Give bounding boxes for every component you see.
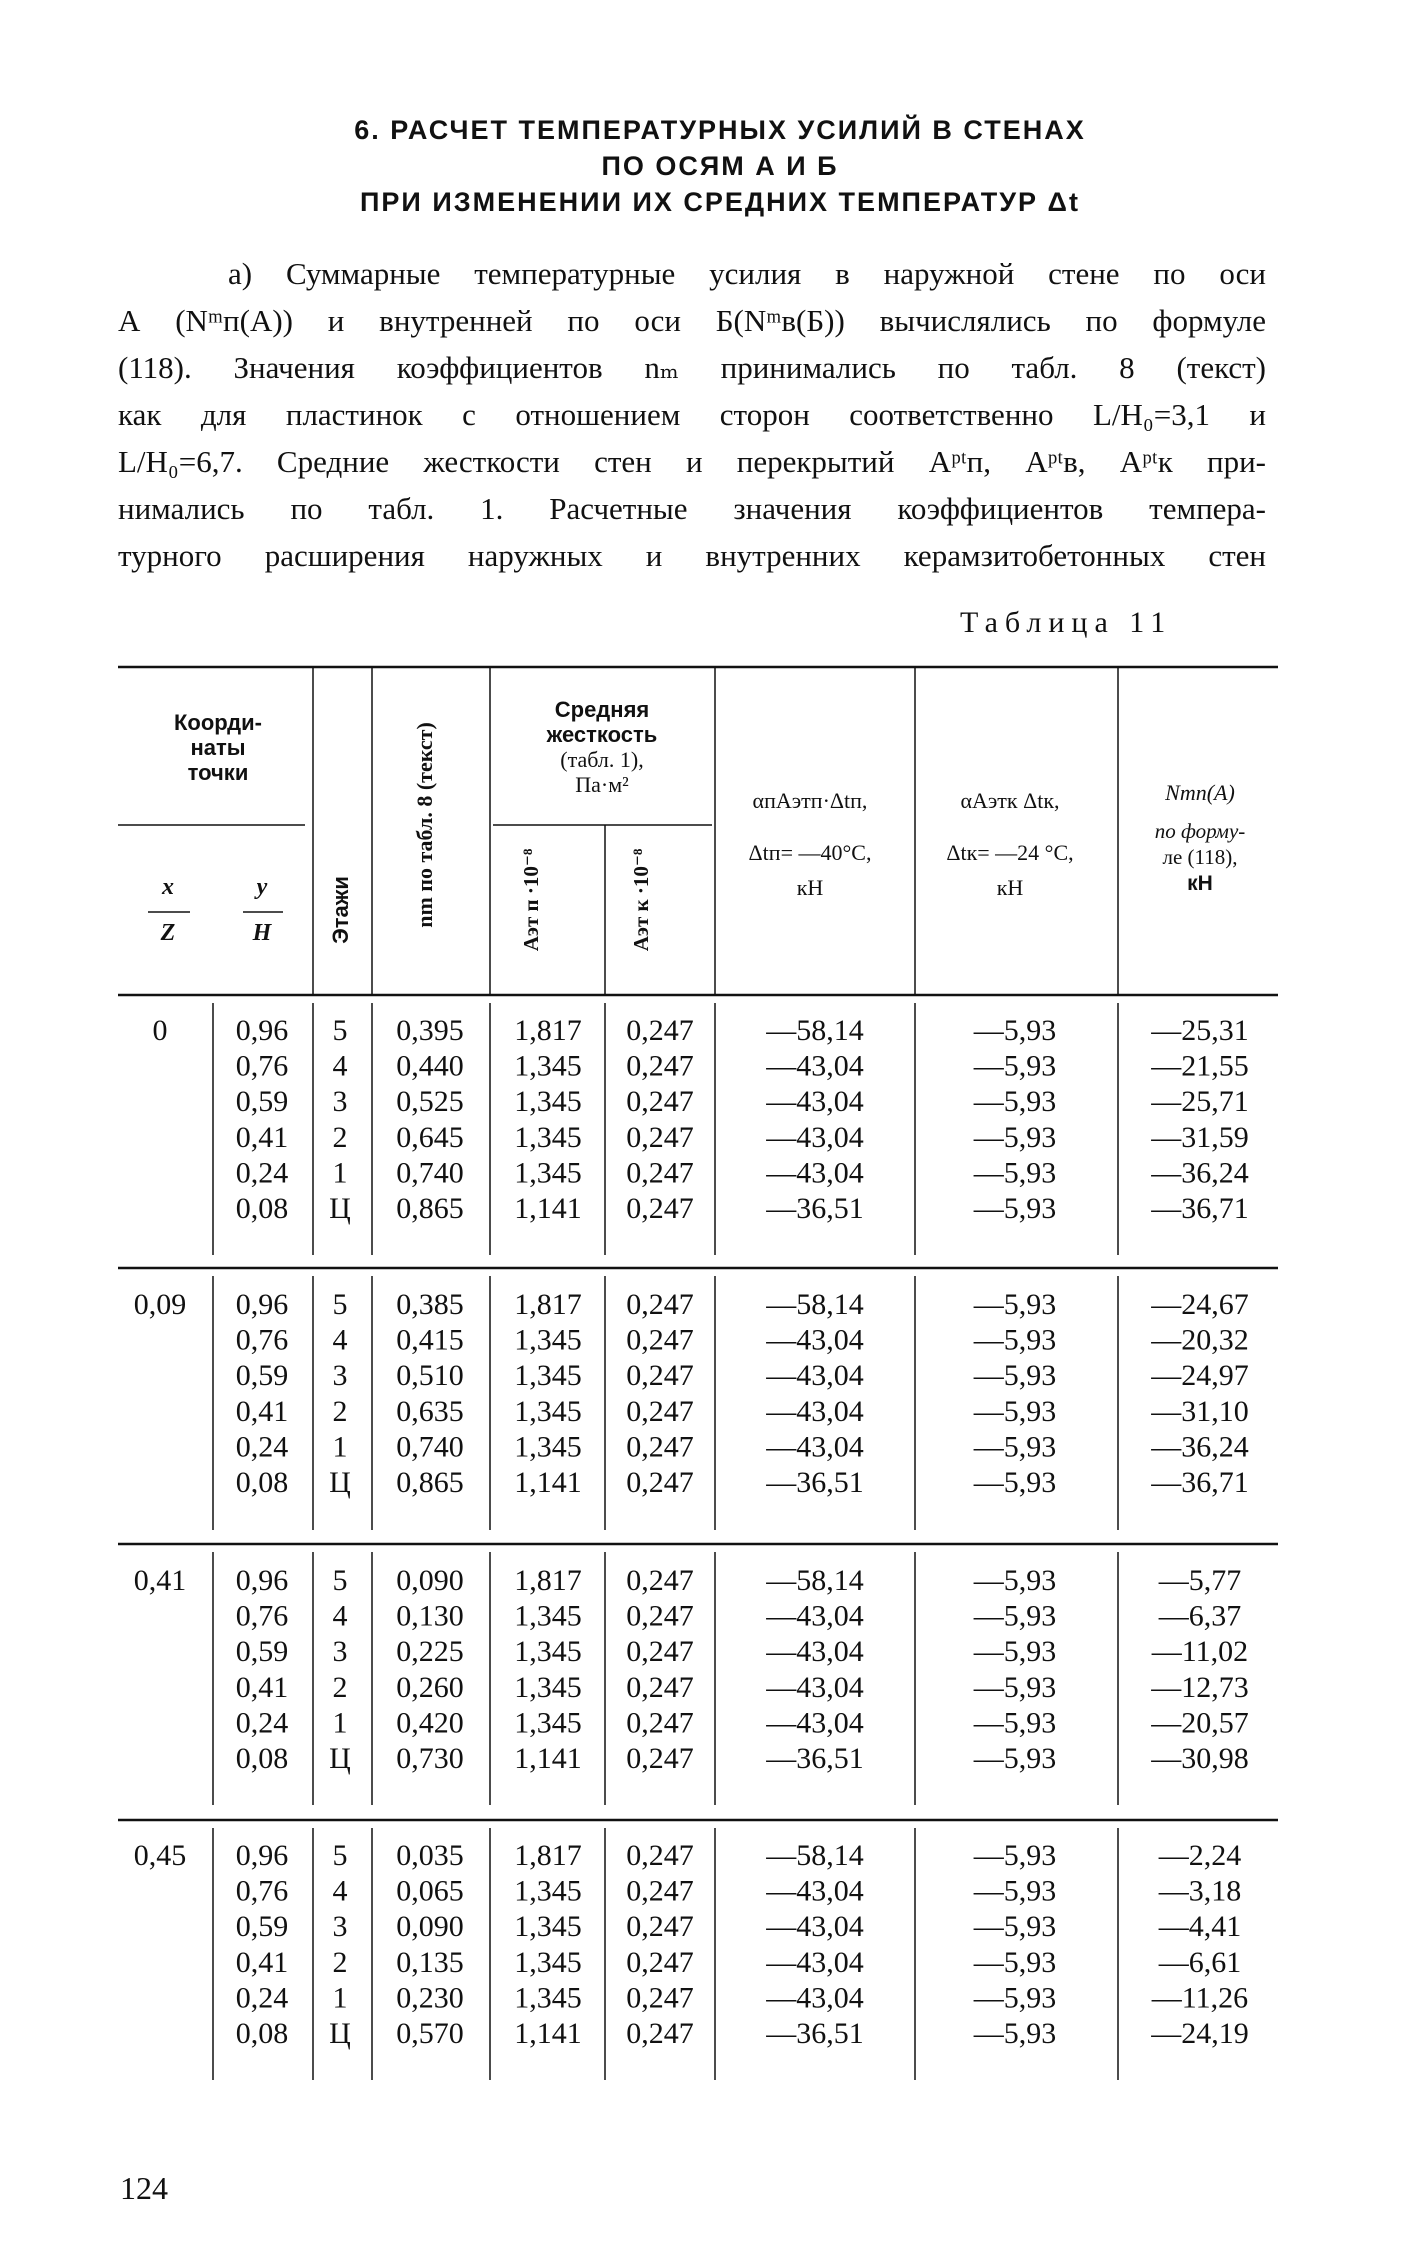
- table-cell: —36,71: [1151, 1192, 1249, 1225]
- table-cell: 0,247: [626, 1599, 694, 1633]
- table-cell: 0,08: [235, 2017, 289, 2050]
- table-cell: 0,247: [626, 1288, 694, 1321]
- table-cell: —4,41: [1158, 1910, 1242, 1944]
- table-cell: —24,97: [1151, 1359, 1249, 1393]
- table-cell: 0,247: [626, 1742, 694, 1775]
- table-cell: 1,345: [514, 1359, 582, 1393]
- table-cell: 1,345: [514, 1706, 582, 1740]
- table-cell: —25,31: [1151, 1014, 1249, 1047]
- table-cell: 1,345: [514, 1156, 582, 1190]
- table-cell: 0,24: [235, 1706, 289, 1740]
- table-cell: 2: [332, 1945, 348, 1979]
- table-cell: —5,93: [973, 1910, 1057, 1944]
- table-cell: Ц: [329, 1466, 351, 1499]
- table-cell: 4: [332, 1323, 348, 1357]
- paragraph-line: а) Суммарные температурные усилия в наружной стене по оси: [228, 256, 1266, 291]
- table-cell: —5,93: [973, 1120, 1057, 1154]
- table-cell: 0,635: [396, 1394, 464, 1428]
- table-cell: —25,71: [1151, 1085, 1249, 1119]
- table-cell: 5: [332, 1564, 348, 1597]
- table-cell: 0,230: [396, 1981, 464, 2015]
- header-stiffness-line1: Средняя: [554, 697, 650, 722]
- table-cell: 0,76: [235, 1599, 289, 1633]
- table-cell: 0,24: [235, 1430, 289, 1464]
- table-cell: 2: [332, 1670, 348, 1704]
- paragraph-line: (118). Значения коэффициентов nₘ принимались по табл. 8 (текст): [118, 350, 1266, 385]
- table-cell: 0,645: [396, 1120, 464, 1154]
- table-cell: —58,14: [766, 1564, 864, 1597]
- table-cell: 0,08: [235, 1466, 289, 1499]
- table-cell: —36,51: [766, 1192, 864, 1225]
- table-cell: —6,61: [1158, 1945, 1242, 1979]
- table-cell: 1,345: [514, 1599, 582, 1633]
- table-cell: 0,59: [235, 1085, 289, 1119]
- table-cell: 1,345: [514, 1910, 582, 1944]
- table-cell: —5,93: [973, 1156, 1057, 1190]
- table-cell: —43,04: [766, 1085, 864, 1119]
- table-cell: —5,93: [973, 1323, 1057, 1357]
- table-cell: 3: [332, 1635, 348, 1669]
- table-cell: 0,59: [235, 1359, 289, 1393]
- table-cell: 0,570: [396, 2017, 464, 2050]
- header-x-numerator: x: [162, 874, 174, 900]
- table-cell: 0,395: [396, 1014, 464, 1047]
- table-cell: —36,51: [766, 2017, 864, 2050]
- table-cell: —24,67: [1151, 1288, 1249, 1321]
- table-cell: 0,090: [396, 1910, 464, 1944]
- header-ap: Aэт п ·10⁻⁸: [519, 848, 543, 952]
- table-cell: —24,19: [1151, 2017, 1249, 2050]
- table-cell: 4: [332, 1599, 348, 1633]
- table-cell: 0,76: [235, 1323, 289, 1357]
- table-cell: 0,96: [235, 1839, 289, 1872]
- table-cell: —5,93: [973, 1564, 1057, 1597]
- coordinate-x-value: 0,45: [133, 1839, 187, 1872]
- table-cell: 0,247: [626, 1706, 694, 1740]
- table-cell: —5,93: [973, 1192, 1057, 1225]
- table-cell: 4: [332, 1874, 348, 1908]
- table-cell: —5,93: [973, 1359, 1057, 1393]
- table-cell: —3,18: [1158, 1874, 1242, 1908]
- table-cell: 3: [332, 1085, 348, 1119]
- table-cell: —5,93: [973, 1742, 1057, 1775]
- table-cell: 0,260: [396, 1670, 464, 1704]
- table-cell: 0,76: [235, 1874, 289, 1908]
- table-cell: 0,247: [626, 2017, 694, 2050]
- table-cell: 0,247: [626, 1874, 694, 1908]
- table-cell: —5,93: [973, 1981, 1057, 2015]
- table-cell: —43,04: [766, 1981, 864, 2015]
- table-cell: 0,41: [235, 1670, 289, 1704]
- table-cell: 1: [332, 1706, 348, 1740]
- table-cell: 1: [332, 1430, 348, 1464]
- table-cell: 0,59: [235, 1635, 289, 1669]
- table-cell: —5,93: [973, 1945, 1057, 1979]
- table-cell: 0,247: [626, 1466, 694, 1499]
- table-cell: —43,04: [766, 1599, 864, 1633]
- table-cell: 1: [332, 1156, 348, 1190]
- table-cell: 0,510: [396, 1359, 464, 1393]
- table-cell: 0,96: [235, 1288, 289, 1321]
- heading-line-3: ПРИ ИЗМЕНЕНИИ ИХ СРЕДНИХ ТЕМПЕРАТУР Δt: [360, 187, 1080, 217]
- table-cell: 0,865: [396, 1192, 464, 1225]
- table-cell: 0,865: [396, 1466, 464, 1499]
- table-cell: 0,96: [235, 1564, 289, 1597]
- paragraph-line: L/H₀=6,7. Средние жесткости стен и перекрытий Aᵖᵗп, Aᵖᵗв, Aᵖᵗк при-: [118, 444, 1266, 479]
- table-cell: 0,247: [626, 1156, 694, 1190]
- table-cell: —43,04: [766, 1670, 864, 1704]
- table-cell: 0,76: [235, 1049, 289, 1083]
- table-cell: 1,345: [514, 1085, 582, 1119]
- table-cell: 0,090: [396, 1564, 464, 1597]
- header-col8-line4: кН: [1187, 872, 1213, 895]
- table-cell: —43,04: [766, 1945, 864, 1979]
- table-cell: 1,817: [514, 1288, 582, 1321]
- header-col7-line3: кН: [996, 875, 1024, 900]
- table-cell: 1,141: [514, 1742, 582, 1775]
- table-cell: —36,51: [766, 1742, 864, 1775]
- table-cell: —43,04: [766, 1120, 864, 1154]
- header-col6-line3: кН: [796, 875, 824, 900]
- table-cell: —58,14: [766, 1288, 864, 1321]
- table-cell: 0,247: [626, 1839, 694, 1872]
- header-col6-line1: αпAэтп·Δtп,: [752, 788, 868, 813]
- table-cell: —11,02: [1151, 1635, 1249, 1669]
- table-cell: —31,59: [1151, 1120, 1249, 1154]
- table-cell: 0,247: [626, 1635, 694, 1669]
- table-cell: 1,345: [514, 1394, 582, 1428]
- table-grid-lines: [118, 667, 1278, 2080]
- table-cell: —36,51: [766, 1466, 864, 1499]
- table-cell: Ц: [329, 1742, 351, 1775]
- table-cell: Ц: [329, 1192, 351, 1225]
- header-stiffness-line2: жесткость: [546, 722, 658, 747]
- table-cell: 0,247: [626, 1120, 694, 1154]
- table-cell: —43,04: [766, 1874, 864, 1908]
- table-cell: 0,247: [626, 1085, 694, 1119]
- table-cell: 0,247: [626, 1670, 694, 1704]
- header-stiffness-line4: Па·м²: [575, 772, 629, 797]
- table-cell: 1,345: [514, 1323, 582, 1357]
- table-cell: 0,035: [396, 1839, 464, 1872]
- table-cell: 0,41: [235, 1945, 289, 1979]
- header-y-numerator: y: [256, 874, 268, 900]
- heading-line-1: 6. РАСЧЕТ ТЕМПЕРАТУРНЫХ УСИЛИЙ В СТЕНАХ: [354, 115, 1086, 145]
- table-cell: —5,93: [973, 1049, 1057, 1083]
- table-cell: 0,08: [235, 1192, 289, 1225]
- table-cell: 0,247: [626, 1394, 694, 1428]
- table-cell: —5,93: [973, 1635, 1057, 1669]
- table-cell: 1,345: [514, 1874, 582, 1908]
- table-body: [134, 1014, 1249, 2050]
- table-cell: 1,345: [514, 1049, 582, 1083]
- table-header: [160, 697, 1246, 951]
- table-cell: —43,04: [766, 1323, 864, 1357]
- table-cell: 0,08: [235, 1742, 289, 1775]
- header-col8-line1: Nmп(А): [1165, 780, 1235, 805]
- header-col6-line2: Δtп= —40°С,: [748, 840, 872, 865]
- table-cell: —31,10: [1151, 1394, 1249, 1428]
- table-cell: —5,93: [973, 1874, 1057, 1908]
- table-cell: 0,96: [235, 1014, 289, 1047]
- table-cell: —58,14: [766, 1839, 864, 1872]
- table-cell: 0,247: [626, 1049, 694, 1083]
- table-cell: —5,93: [973, 1706, 1057, 1740]
- header-y-denominator: H: [252, 920, 272, 946]
- table-cell: 0,420: [396, 1706, 464, 1740]
- table-caption: Таблица 11: [960, 606, 1173, 639]
- table-cell: —36,24: [1151, 1430, 1249, 1464]
- table-cell: —58,14: [766, 1014, 864, 1047]
- table-cell: —5,93: [973, 1430, 1057, 1464]
- table-cell: 3: [332, 1910, 348, 1944]
- header-col8-line3: ле (118),: [1162, 845, 1238, 869]
- paragraph-line: как для пластинок с отношением сторон соответственно L/H₀=3,1 и: [118, 397, 1266, 432]
- table-cell: —5,93: [973, 1670, 1057, 1704]
- table-cell: 0,385: [396, 1288, 464, 1321]
- table-cell: —5,77: [1158, 1564, 1242, 1597]
- table-cell: 1,817: [514, 1564, 582, 1597]
- header-floors: Этажи: [328, 876, 353, 944]
- table-cell: —11,26: [1151, 1981, 1249, 2015]
- table-cell: 0,065: [396, 1874, 464, 1908]
- heading-line-2: ПО ОСЯМ А И Б: [601, 151, 839, 181]
- table-cell: 1,141: [514, 1192, 582, 1225]
- table-cell: —5,93: [973, 1085, 1057, 1119]
- table-cell: 0,59: [235, 1910, 289, 1944]
- table-cell: —43,04: [766, 1394, 864, 1428]
- table-cell: 1,141: [514, 2017, 582, 2050]
- table-cell: —43,04: [766, 1430, 864, 1464]
- table-cell: Ц: [329, 2017, 351, 2050]
- table-cell: —5,93: [973, 1466, 1057, 1499]
- table-cell: 1,141: [514, 1466, 582, 1499]
- table-cell: 0,730: [396, 1742, 464, 1775]
- table-cell: 1,817: [514, 1014, 582, 1047]
- table-cell: 0,415: [396, 1323, 464, 1357]
- header-coords-line2: наты: [190, 735, 246, 760]
- table-cell: 1,345: [514, 1635, 582, 1669]
- table-cell: 0,41: [235, 1394, 289, 1428]
- table-cell: 0,247: [626, 1945, 694, 1979]
- header-ak: Aэт к ·10⁻⁸: [629, 848, 653, 952]
- table-cell: —5,93: [973, 1839, 1057, 1872]
- table-cell: 1,817: [514, 1839, 582, 1872]
- header-coords-line3: точки: [187, 760, 249, 785]
- table-cell: 0,247: [626, 1014, 694, 1047]
- table-cell: 1,345: [514, 1945, 582, 1979]
- table-cell: —2,24: [1158, 1839, 1242, 1872]
- table-cell: —5,93: [973, 1014, 1057, 1047]
- table-cell: 1,345: [514, 1120, 582, 1154]
- table-cell: 3: [332, 1359, 348, 1393]
- table-cell: —5,93: [973, 1394, 1057, 1428]
- table-cell: 1: [332, 1981, 348, 2015]
- table-cell: —43,04: [766, 1706, 864, 1740]
- table-cell: 0,440: [396, 1049, 464, 1083]
- table-cell: 4: [332, 1049, 348, 1083]
- header-stiffness-line3: (табл. 1),: [560, 747, 644, 772]
- table-cell: 0,247: [626, 1192, 694, 1225]
- table-cell: 0,247: [626, 1323, 694, 1357]
- table-cell: —20,57: [1151, 1706, 1249, 1740]
- table-cell: 5: [332, 1288, 348, 1321]
- table-cell: —21,55: [1151, 1049, 1249, 1083]
- table-cell: —43,04: [766, 1156, 864, 1190]
- table-cell: —5,93: [973, 1599, 1057, 1633]
- coordinate-x-value: 0: [152, 1014, 168, 1047]
- table-cell: —6,37: [1158, 1599, 1242, 1633]
- table-cell: 0,740: [396, 1430, 464, 1464]
- paragraph-line: нимались по табл. 1. Расчетные значения коэффициентов темпера-: [118, 491, 1266, 526]
- header-col7-line2: Δtк= —24 °С,: [946, 840, 1074, 865]
- table-cell: 0,247: [626, 1359, 694, 1393]
- header-x-denominator: Z: [160, 920, 176, 946]
- table-cell: 0,525: [396, 1085, 464, 1119]
- table-cell: 0,740: [396, 1156, 464, 1190]
- table-cell: 0,247: [626, 1564, 694, 1597]
- table-cell: 1,345: [514, 1981, 582, 2015]
- table-cell: 0,41: [235, 1120, 289, 1154]
- table-cell: —20,32: [1151, 1323, 1249, 1357]
- header-col8-line2: по форму-: [1154, 819, 1246, 843]
- page-number: 124: [120, 2170, 168, 2206]
- table-cell: —36,71: [1151, 1466, 1249, 1499]
- table-cell: 5: [332, 1014, 348, 1047]
- table-cell: 0,225: [396, 1635, 464, 1669]
- header-col7-line1: αAэтк Δtк,: [960, 788, 1060, 813]
- table-cell: 1,345: [514, 1670, 582, 1704]
- table-cell: —36,24: [1151, 1156, 1249, 1190]
- table-cell: —43,04: [766, 1049, 864, 1083]
- table-cell: —43,04: [766, 1910, 864, 1944]
- table-cell: 0,24: [235, 1156, 289, 1190]
- coordinate-x-value: 0,09: [133, 1288, 187, 1321]
- table-cell: 0,135: [396, 1945, 464, 1979]
- table-cell: 1,345: [514, 1430, 582, 1464]
- table-cell: 2: [332, 1394, 348, 1428]
- table-cell: 2: [332, 1120, 348, 1154]
- table-cell: —5,93: [973, 1288, 1057, 1321]
- table-cell: 0,24: [235, 1981, 289, 2015]
- header-coords-line1: Коорди-: [173, 710, 263, 735]
- table-cell: —43,04: [766, 1359, 864, 1393]
- table-cell: 0,247: [626, 1910, 694, 1944]
- header-nm: nm по табл. 8 (текст): [412, 722, 437, 928]
- coordinate-x-value: 0,41: [133, 1564, 187, 1597]
- table-cell: —30,98: [1151, 1742, 1249, 1775]
- paragraph-line: А (Nᵐп(А)) и внутренней по оси Б(Nᵐв(Б)) вычислялись по формуле: [118, 303, 1266, 338]
- paragraph-line: турного расширения наружных и внутренних керамзитобетонных стен: [118, 538, 1266, 573]
- table-cell: 0,247: [626, 1981, 694, 2015]
- table-cell: 5: [332, 1839, 348, 1872]
- table-cell: —43,04: [766, 1635, 864, 1669]
- table-cell: 0,247: [626, 1430, 694, 1464]
- table-cell: 0,130: [396, 1599, 464, 1633]
- table-cell: —5,93: [973, 2017, 1057, 2050]
- table-cell: —12,73: [1151, 1670, 1249, 1704]
